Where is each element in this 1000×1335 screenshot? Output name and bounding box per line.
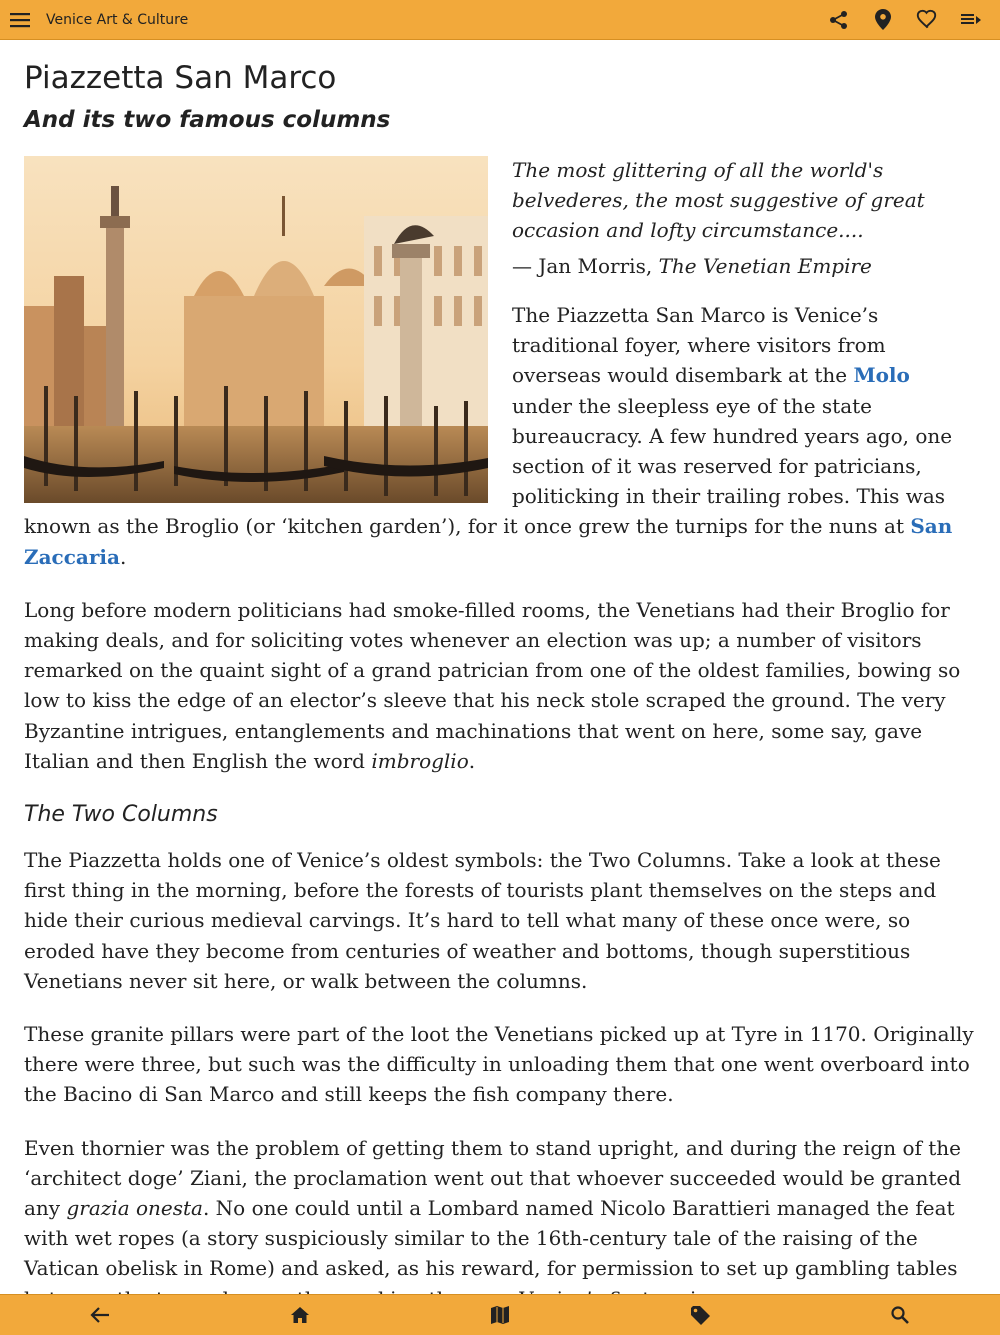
tag-icon[interactable]	[680, 1295, 720, 1335]
bottom-nav-bar	[0, 1294, 1000, 1335]
map-icon[interactable]	[480, 1295, 520, 1335]
reading-list-icon[interactable]	[960, 9, 982, 31]
share-icon[interactable]	[828, 9, 850, 31]
paragraph-1: The Piazzetta San Marco is Venice’s traditional foyer, where visitors from overseas would disembark at the Molo under the sleepless eye of the state bureaucracy. A few hundred years ago, one section of it was reserved for patricians, politicking in their trailing robes. This was known as the Broglio (or ‘kitchen garden’), for it once grew the turnips for the nuns at San Zaccaria.	[24, 303, 953, 569]
hero-image[interactable]	[24, 156, 488, 503]
back-arrow-icon[interactable]	[80, 1295, 120, 1335]
heart-icon[interactable]	[916, 9, 938, 31]
epigraph-quote: The most glittering of all the world's belvederes, the most suggestive of great occasion and lofty circumstance....	[512, 158, 925, 242]
app-title: Venice Art & Culture	[46, 11, 189, 28]
molo-link[interactable]: Molo	[853, 363, 910, 388]
article	[24, 40, 976, 1294]
top-app-bar	[0, 0, 1000, 40]
epigraph-work: The Venetian Empire	[658, 254, 872, 278]
epigraph-attribution: — Jan Morris, The Venetian Empire	[512, 254, 872, 278]
page-title: Piazzetta San Marco	[24, 60, 337, 96]
section-heading-two-columns: The Two Columns	[24, 802, 218, 828]
san-zaccaria-link[interactable]: San Zaccaria	[24, 514, 953, 569]
page-subtitle: And its two famous columns	[24, 107, 391, 133]
paragraph-3: The Piazzetta holds one of Venice’s oldest symbols: the Two Columns. Take a look at these first thing in the morning, before the forests of tourists plant themselves on the steps and hide their curious medieval carvings. It’s hard to tell what many of these once were, so eroded have they become from centuries of weather and bottoms, though superstitious Venetians never sit here, or walk between the columns.	[24, 848, 941, 993]
paragraph-4: These granite pillars were part of the loot the Venetians picked up at Tyre in 1170. Originally there were three, but such was the difficulty in unloading them that one went overboard into the Bacino di San Marco and still keeps the fish company there.	[24, 1022, 974, 1107]
paragraph-5: Even thornier was the problem of getting them to stand upright, and during the reign of the ‘architect doge’ Ziani, the proclamation went out that whoever succeeded would be granted any grazia onesta. No one could until a Lombard named Nicolo Barattieri managed the feat with wet ropes (a story suspiciously similar to the 16th-century tale of the raising of the Vatican obelisk in Rome) and asked, as his reward, for permission to set up gambling tables	[24, 1135, 962, 1281]
paragraph-2: Long before modern politicians had smoke-filled rooms, the Venetians had their Broglio for making deals, and for soliciting votes whenever an election was up; a number of visitors remarked on the quaint sight of a grand patrician from one of the oldest families, bowing so low to kiss the edge of an elector’s sleeve that his neck stole scraped the ground. The very Byzantine intrigues, entanglements and machinations that went on here, some say, gave Italian and then English the word imbroglio.	[24, 597, 961, 773]
search-icon[interactable]	[880, 1295, 920, 1335]
menu-icon[interactable]	[0, 0, 40, 39]
location-pin-icon[interactable]	[872, 9, 894, 31]
home-icon[interactable]	[280, 1295, 320, 1335]
